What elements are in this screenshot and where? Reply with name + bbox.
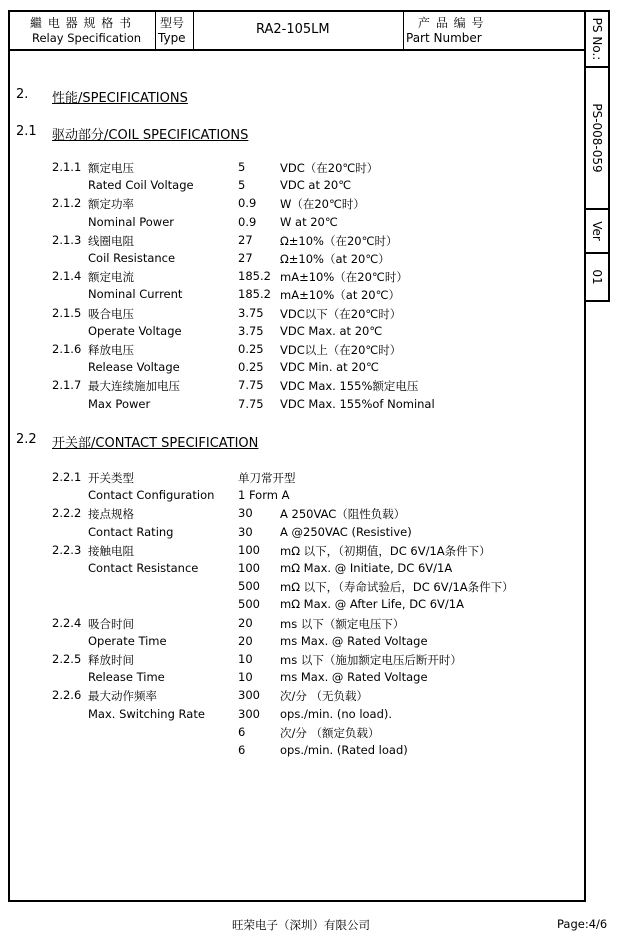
spec-unit: mΩ 以下，（寿命试验后，DC 6V/1A条件下）	[280, 580, 514, 595]
spec-item: Max Power	[88, 396, 151, 411]
type-label-en: Type	[158, 31, 186, 45]
spec-value: 500	[238, 579, 260, 594]
spec-row	[0, 743, 586, 761]
spec-item: Max. Switching Rate	[88, 706, 205, 721]
spec-value: 5	[238, 160, 246, 174]
spec-row	[0, 160, 586, 178]
spec-value: 单刀常开型	[238, 471, 296, 485]
section-2-1-title: 驱动部分/COIL SPECIFICATIONS	[52, 128, 249, 143]
spec-number: 2.2.3	[52, 542, 82, 557]
ver-label: Ver	[590, 221, 604, 241]
spec-number: 2.2.5	[52, 652, 82, 666]
spec-unit: Ω±10%（在20℃时）	[280, 233, 398, 248]
spec-row	[0, 215, 586, 233]
spec-unit: Ω±10%（at 20℃）	[280, 252, 390, 266]
spec-row	[0, 287, 586, 305]
spec-value: 27	[238, 232, 253, 247]
spec-row	[0, 616, 586, 634]
spec-item: Operate Voltage	[88, 323, 182, 338]
section-2-1-number: 2.1	[16, 124, 37, 139]
spec-unit: VDC Max. 155%额定电压	[280, 379, 419, 394]
model-cell	[194, 12, 404, 49]
spec-number: 2.1.4	[52, 269, 82, 284]
spec-row	[0, 360, 586, 378]
spec-value: 27	[238, 251, 253, 265]
spec-number: 2.2.4	[52, 615, 82, 630]
spec-value: 300	[238, 706, 260, 721]
spec-value: 10	[238, 652, 253, 666]
spec-row	[0, 725, 586, 743]
spec-number: 2.2.2	[52, 506, 82, 521]
spec-item: 开关类型	[88, 471, 134, 485]
spec-unit: ms 以下（施加额定电压后断开时）	[280, 653, 462, 667]
spec-value: 20	[238, 633, 253, 648]
spec-unit: VDC以下（在20℃时）	[280, 306, 402, 321]
spec-value: 100	[238, 561, 260, 575]
spec-value: 1 Form A	[238, 488, 290, 503]
ps-no-label-cell	[586, 10, 610, 68]
spec-unit: mA±10%（at 20℃）	[280, 288, 401, 303]
ver-value-cell	[586, 254, 610, 302]
spec-item: Nominal Power	[88, 214, 174, 229]
spec-unit: A @250VAC (Resistive)	[280, 524, 412, 539]
type-label-cn: 型号	[160, 16, 185, 30]
spec-unit: ms Max. @ Rated Voltage	[280, 670, 428, 685]
spec-value: 6	[238, 724, 246, 739]
spec-unit: VDC Min. at 20℃	[280, 360, 379, 375]
spec-value: 20	[238, 615, 253, 630]
spec-row	[0, 652, 586, 670]
spec-item: 释放电压	[88, 343, 134, 357]
spec-row	[0, 233, 586, 251]
spec-row	[0, 688, 586, 706]
ps-no-value: PS-008-059	[590, 103, 604, 173]
part-number-cell	[404, 12, 584, 49]
spec-value: 30	[238, 524, 253, 539]
document-frame	[8, 10, 586, 902]
spec-unit: W（在20℃时）	[280, 197, 365, 212]
spec-value: 500	[238, 597, 260, 612]
spec-row	[0, 196, 586, 214]
spec-value: 0.9	[238, 214, 257, 229]
section-2-title: 性能/SPECIFICATIONS	[52, 91, 188, 106]
spec-item: 额定电压	[88, 161, 134, 175]
spec-row	[0, 378, 586, 396]
spec-row	[0, 251, 586, 269]
spec-unit: W at 20℃	[280, 214, 338, 229]
spec-value: 10	[238, 670, 253, 685]
spec-item: Release Time	[88, 670, 165, 685]
spec-row	[0, 178, 586, 196]
spec-item: Contact Rating	[88, 524, 174, 539]
spec-row	[0, 506, 586, 524]
spec-unit: 次/分 （无负载）	[280, 689, 369, 704]
spec-value: 0.25	[238, 360, 264, 375]
type-label-cell	[156, 12, 194, 49]
spec-item: 释放时间	[88, 653, 134, 667]
spec-number: 2.1.6	[52, 342, 82, 356]
footer-company: 旺荣电子（深圳）有限公司	[232, 918, 370, 932]
spec-item: Nominal Current	[88, 287, 183, 302]
spec-item: Coil Resistance	[88, 251, 176, 265]
spec-item: 额定功率	[88, 197, 134, 212]
spec-unit: VDC以上（在20℃时）	[280, 343, 402, 357]
spec-value: 6	[238, 743, 246, 757]
spec-unit: ops./min. (Rated load)	[280, 743, 408, 757]
spec-unit: ms Max. @ Rated Voltage	[280, 633, 428, 648]
spec-number: 2.1.3	[52, 232, 82, 247]
ver-label-cell	[586, 210, 610, 254]
spec-number: 2.2.6	[52, 688, 82, 703]
part-number-label-en: Part Number	[406, 31, 482, 45]
spec-value: 5	[238, 178, 246, 193]
section-2-2-title: 开关部/CONTACT SPECIFICATION	[52, 436, 259, 451]
spec-value: 7.75	[238, 378, 264, 393]
spec-number: 2.1.1	[52, 160, 82, 174]
spec-item: Contact Configuration	[88, 488, 215, 503]
spec-item: 最大动作频率	[88, 689, 157, 704]
spec-value: 100	[238, 542, 260, 557]
spec-unit: mA±10%（在20℃时）	[280, 270, 408, 285]
spec-unit: mΩ 以下，（初期值，DC 6V/1A条件下）	[280, 543, 491, 558]
spec-row	[0, 324, 586, 342]
spec-value: 185.2	[238, 269, 271, 284]
section-2-2-number: 2.2	[16, 432, 37, 447]
spec-row	[0, 269, 586, 287]
spec-row	[0, 579, 586, 597]
spec-unit: ops./min. (no load).	[280, 706, 393, 721]
spec-row	[0, 488, 586, 506]
spec-item: 接点规格	[88, 507, 134, 522]
spec-row	[0, 397, 586, 415]
spec-number: 2.1.2	[52, 196, 82, 211]
spec-title-cell	[10, 12, 156, 49]
spec-item: 最大连续施加电压	[88, 379, 180, 394]
spec-item: 吸合时间	[88, 616, 134, 631]
spec-row	[0, 707, 586, 725]
spec-item: 接触电阻	[88, 543, 134, 558]
spec-row	[0, 306, 586, 324]
spec-value: 30	[238, 506, 253, 521]
spec-item: 额定电流	[88, 270, 134, 285]
spec-value: 300	[238, 688, 260, 703]
spec-number: 2.1.7	[52, 378, 82, 393]
spec-number: 2.1.5	[52, 305, 82, 320]
section-2-number: 2.	[16, 87, 29, 102]
spec-unit: mΩ Max. @ Initiate, DC 6V/1A	[280, 561, 453, 575]
spec-unit: mΩ Max. @ After Life, DC 6V/1A	[280, 597, 464, 612]
spec-value: 0.9	[238, 196, 257, 211]
spec-item: Release Voltage	[88, 360, 180, 375]
spec-number: 2.2.1	[52, 470, 82, 484]
spec-row	[0, 342, 586, 360]
ps-no-label: PS No.:	[590, 17, 604, 61]
spec-unit: ms 以下（额定电压下）	[280, 616, 405, 631]
ps-no-value-cell	[586, 68, 610, 210]
spec-row	[0, 561, 586, 579]
part-number-label-cn: 产 品 编 号	[418, 16, 485, 30]
spec-value: 185.2	[238, 287, 271, 302]
spec-title-en: Relay Specification	[32, 31, 142, 45]
spec-item: 吸合电压	[88, 306, 134, 321]
spec-row	[0, 470, 586, 488]
spec-value: 7.75	[238, 396, 264, 411]
spec-row	[0, 597, 586, 615]
spec-item: 线圈电阻	[88, 233, 134, 248]
spec-value: 3.75	[238, 305, 264, 320]
spec-row	[0, 525, 586, 543]
model-number: RA2-105LM	[256, 22, 330, 37]
spec-unit: VDC（在20℃时）	[280, 161, 379, 175]
spec-value: 0.25	[238, 342, 264, 356]
spec-unit: VDC Max. 155%of Nominal	[280, 396, 435, 411]
spec-unit: VDC at 20℃	[280, 178, 352, 193]
spec-row	[0, 634, 586, 652]
spec-value: 3.75	[238, 323, 264, 338]
spec-unit: VDC Max. at 20℃	[280, 323, 383, 338]
spec-unit: 次/分 （额定负载）	[280, 725, 380, 740]
footer-page-number: Page:4/6	[557, 917, 608, 931]
spec-item: Contact Resistance	[88, 561, 199, 575]
header-table	[10, 12, 584, 51]
spec-row	[0, 543, 586, 561]
spec-row	[0, 670, 586, 688]
spec-title-cn: 繼 电 器 规 格 书	[30, 16, 133, 30]
ver-value: 01	[590, 269, 604, 285]
spec-item: Operate Time	[88, 633, 167, 648]
spec-item: Rated Coil Voltage	[88, 178, 194, 193]
spec-unit: A 250VAC（阻性负载）	[280, 507, 406, 522]
